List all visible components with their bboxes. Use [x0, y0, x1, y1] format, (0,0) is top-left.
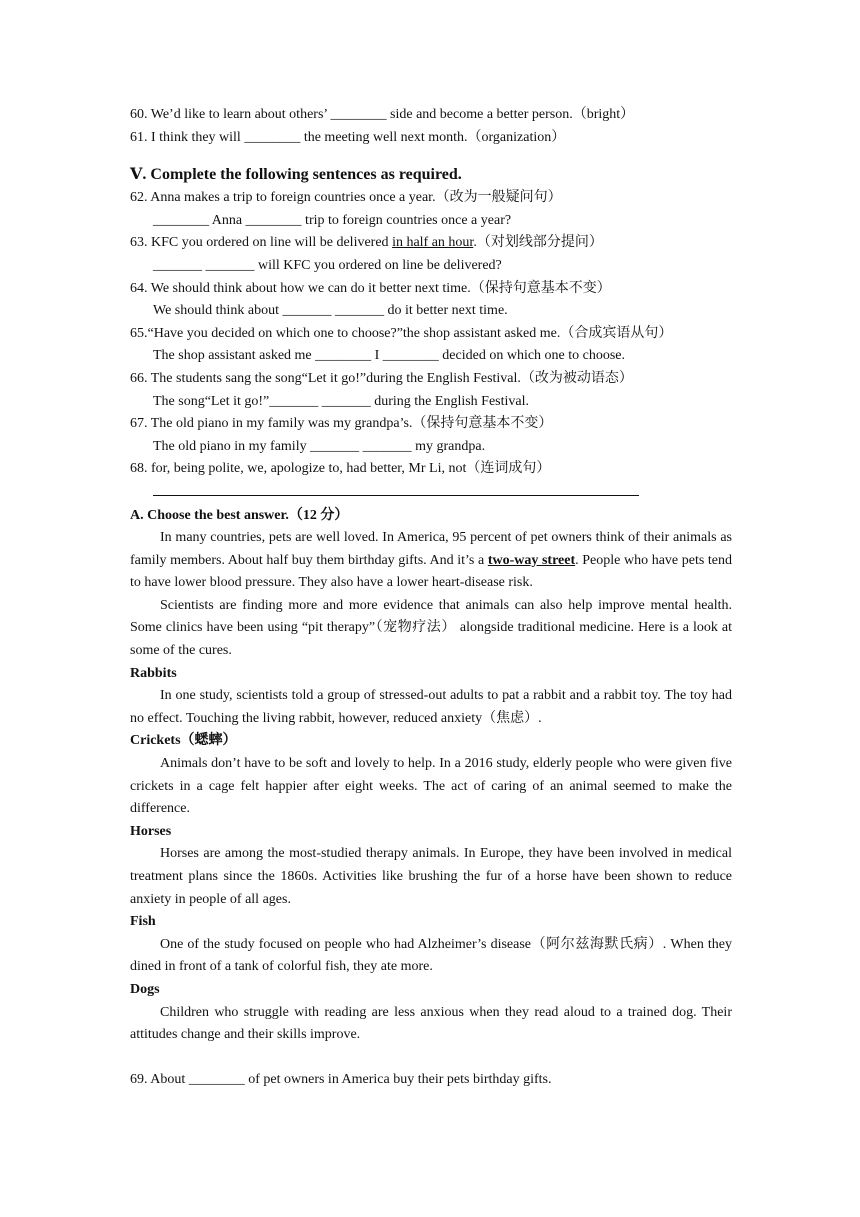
- passage-paragraph-2: Scientists are finding more and more evidence that animals can also help improve mental health. Some clinics have been using “pit therapy”（宠物疗法） alongside traditional medicine. Here is a look at some of the cures.: [130, 597, 732, 659]
- question-64: 64. We should think about how we can do it better next time.（保持句意基本不变）: [130, 280, 611, 296]
- question-61: 61. I think they will ________ the meeting well next month.（organization）: [130, 129, 566, 145]
- paragraph-rabbits: In one study, scientists told a group of stressed-out adults to pat a rabbit and a rabbit toy. The toy had no effect. Touching the living rabbit, however, reduced anxiety（焦虑）.: [130, 688, 732, 726]
- question-67: 67. The old piano in my family was my grandpa’s.（保持句意基本不变）: [130, 416, 553, 432]
- question-65-answer: The shop assistant asked me ________ I ________ decided on which one to choose.: [153, 348, 626, 364]
- question-63-underlined: in half an hour: [392, 235, 474, 251]
- paragraph-horses: Horses are among the most-studied therapy animals. In Europe, they have been involved in medical treatment plans since the 1860s. Activities like brushing the fur of a horse have been shown to reduce anxiety in people of all ages.: [130, 846, 732, 907]
- heading-horses: Horses: [130, 823, 172, 839]
- passage-paragraph-1: [130, 527, 732, 595]
- question-63-answer: _______ _______ will KFC you ordered on line be delivered?: [153, 257, 502, 273]
- heading-dogs: Dogs: [130, 981, 160, 997]
- question-64-answer: We should think about _______ _______ do it better next time.: [153, 303, 508, 319]
- question-63: [130, 232, 732, 255]
- passage-paragraph-1-end: . People who have pets tend to have lower blood pressure. They also have a lower heart-disease risk.: [130, 552, 733, 591]
- heading-rabbits: Rabbits: [130, 665, 177, 681]
- paragraph-fish: One of the study focused on people who had Alzheimer’s disease（阿尔兹海默氏病）. When they dined in front of a tank of colorful fish, they ate more.: [130, 936, 732, 975]
- heading-fish: Fish: [130, 914, 156, 930]
- heading-crickets: Crickets（蟋蟀）: [130, 733, 237, 749]
- question-63-instruction: .（对划线部分提问）: [473, 235, 603, 251]
- question-69: 69. About ________ of pet owners in America buy their pets birthday gifts.: [130, 1071, 552, 1087]
- question-66-answer: The song“Let it go!”_______ _______ during the English Festival.: [153, 393, 530, 409]
- question-62-answer: ________ Anna ________ trip to foreign countries once a year?: [153, 212, 512, 228]
- section-5-title: Ⅴ. Complete the following sentences as required.: [130, 166, 462, 184]
- answer-rule: [153, 481, 639, 496]
- question-68: 68. for, being polite, we, apologize to, had better, Mr Li, not（连词成句）: [130, 461, 551, 477]
- question-68-answer-line: [130, 481, 732, 505]
- question-60: 60. We’d like to learn about others’ ________ side and become a better person.（bright）: [130, 107, 635, 122]
- question-65: 65.“Have you decided on which one to choose?”the shop assistant asked me.（合成宾语从句）: [130, 325, 673, 341]
- passage-paragraph-1-start: In many countries, pets are well loved. In America, 95 percent of pet owners think of their animals as family members. About half buy them birthday gifts. And it’s a: [130, 530, 732, 568]
- question-66: 66. The students sang the song“Let it go!”during the English Festival.（改为被动语态）: [130, 370, 633, 386]
- paragraph-dogs: Children who struggle with reading are less anxious when they read aloud to a trained dog. Their attitudes change and their skills improve.: [130, 1004, 732, 1043]
- passage-bold-phrase: two-way street: [487, 552, 576, 568]
- paragraph-crickets: Animals don’t have to be soft and lovely to help. In a 2016 study, elderly people who were given five crickets in a cage felt happier after eight weeks. The act of caring of an animal seemed to make the difference.: [130, 756, 732, 817]
- question-67-answer: The old piano in my family _______ _______ my grandpa.: [153, 438, 486, 454]
- question-62: 62. Anna makes a trip to foreign countries once a year.（改为一般疑问句）: [130, 190, 562, 206]
- spacer: [130, 1047, 732, 1069]
- worksheet-page: [130, 104, 732, 1091]
- section-a-title: A. Choose the best answer.（12 分）: [130, 507, 349, 523]
- question-63-text: 63. KFC you ordered on line will be delivered: [130, 235, 393, 251]
